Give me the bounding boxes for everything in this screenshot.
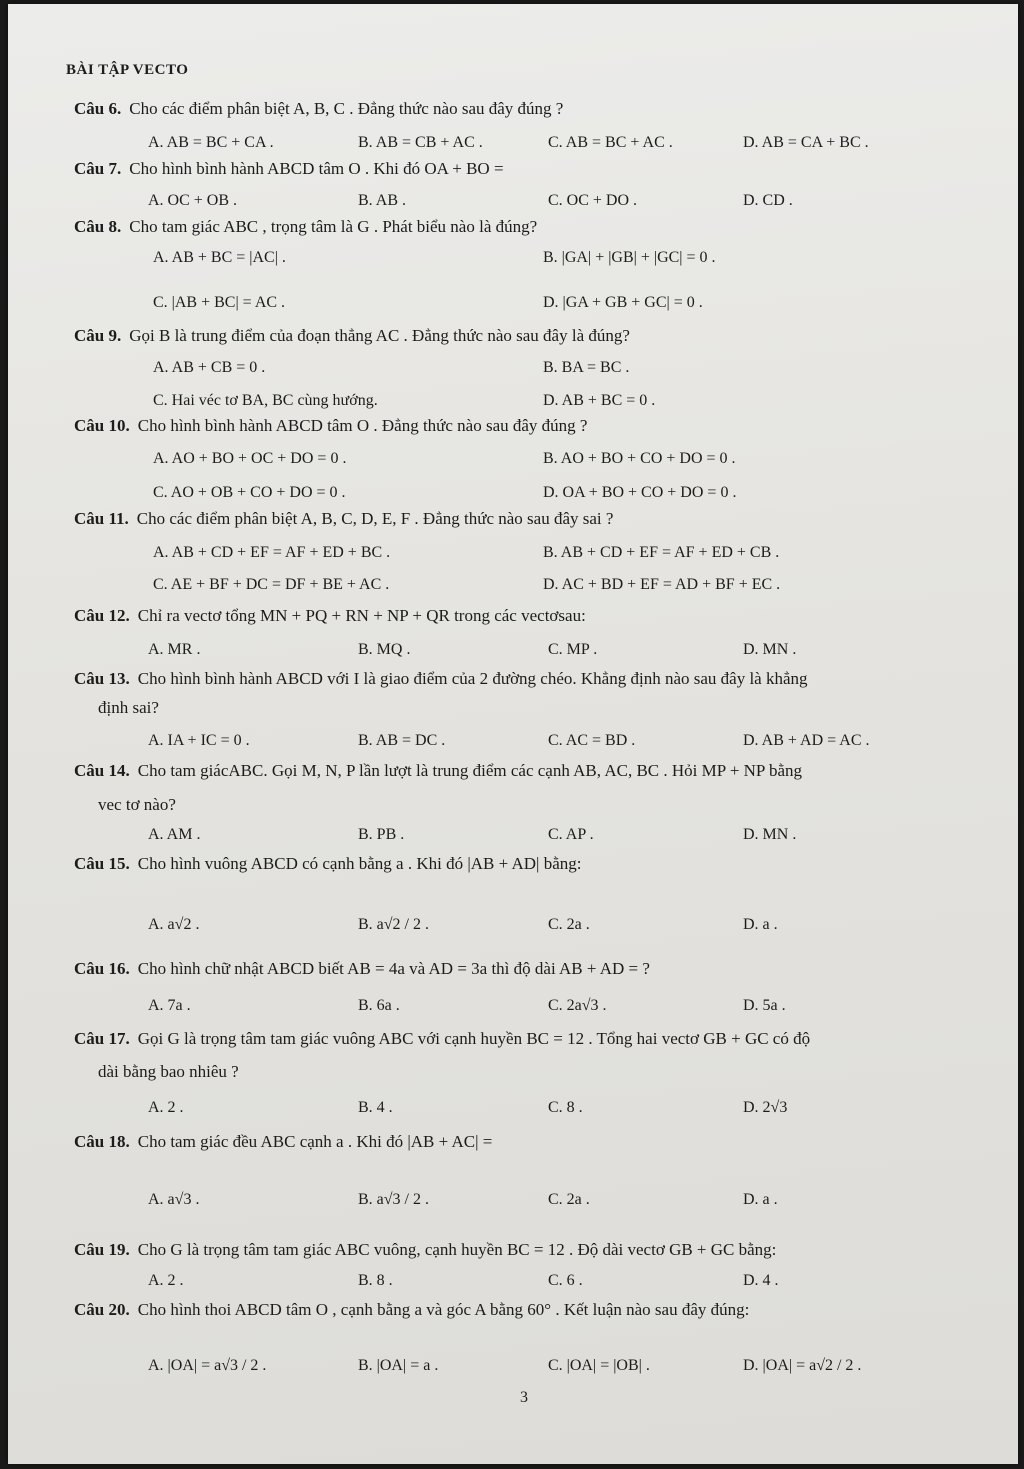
question-number: Câu 10.	[74, 416, 130, 435]
question-number: Câu 18.	[74, 1132, 130, 1151]
question-number: Câu 19.	[74, 1240, 130, 1259]
answer-option: D. AB = CA + BC .	[743, 134, 869, 151]
answer-option: B. |OA| = a .	[358, 1357, 439, 1374]
question-stem	[74, 1132, 492, 1152]
answer-option: A. AB + BC = |AC| .	[153, 249, 286, 266]
answer-option: B. AO + BO + CO + DO = 0 .	[543, 450, 736, 467]
answer-option: D. 5a .	[743, 997, 786, 1014]
answer-option: A. AB + CB = 0 .	[153, 359, 266, 376]
question-text: Cho hình vuông ABCD có cạnh bằng a . Khi đó |AB + AD| bằng:	[137, 854, 582, 873]
question-text: Cho tam giác đều ABC cạnh a . Khi đó |AB + AC| =	[137, 1132, 493, 1151]
answer-option: B. 4 .	[358, 1099, 393, 1116]
question-stem	[74, 854, 581, 874]
answer-option: D. a .	[743, 1191, 778, 1208]
answer-option: C. 6 .	[548, 1272, 583, 1289]
answer-option: C. 2a .	[548, 1191, 590, 1208]
answer-option: C. 8 .	[548, 1099, 583, 1116]
worksheet-heading: BÀI TẬP VECTO	[66, 62, 189, 78]
question-stem	[74, 326, 630, 346]
question-number: Câu 17.	[74, 1029, 130, 1048]
question-number: Câu 11.	[74, 509, 129, 528]
answer-option: A. IA + IC = 0 .	[148, 732, 250, 749]
question-text: Cho hình bình hành ABCD tâm O . Đẳng thức nào sau đây đúng ?	[137, 416, 588, 435]
answer-option: A. MR .	[148, 641, 201, 658]
question-stem	[74, 416, 587, 436]
answer-option: C. 2a .	[548, 916, 590, 933]
answer-option: D. OA + BO + CO + DO = 0 .	[543, 484, 737, 501]
question-stem	[74, 959, 650, 979]
answer-option: D. CD .	[743, 192, 793, 209]
answer-option: C. |AB + BC| = AC .	[153, 294, 286, 311]
answer-option: C. 2a√3 .	[548, 997, 607, 1014]
question-text: Cho các điểm phân biệt A, B, C, D, E, F . Đẳng thức nào sau đây sai ?	[136, 509, 614, 528]
question-number: Câu 8.	[74, 217, 122, 236]
question-text-continued: dài bằng bao nhiêu ?	[98, 1062, 239, 1081]
answer-option: C. |OA| = |OB| .	[548, 1357, 650, 1374]
answer-option: B. AB = DC .	[358, 732, 446, 749]
question-text-continued: vec tơ nào?	[98, 795, 176, 814]
answer-option: B. AB .	[358, 192, 407, 209]
question-number: Câu 7.	[74, 159, 122, 178]
answer-option: D. AB + AD = AC .	[743, 732, 870, 749]
answer-option: D. 2√3	[743, 1099, 788, 1116]
answer-option: A. OC + OB .	[148, 192, 238, 209]
answer-option: B. AB = CB + AC .	[358, 134, 483, 151]
question-text-continued: định sai?	[98, 698, 159, 717]
worksheet-page	[8, 4, 1018, 1464]
answer-option: C. MP .	[548, 641, 598, 658]
question-stem	[74, 509, 613, 529]
answer-option: A. |OA| = a√3 / 2 .	[148, 1357, 267, 1374]
question-stem	[74, 217, 537, 237]
answer-option: B. a√2 / 2 .	[358, 916, 429, 933]
answer-option: D. MN .	[743, 826, 797, 843]
question-text: Cho hình chữ nhật ABCD biết AB = 4a và AD = 3a thì độ dài AB + AD = ?	[137, 959, 650, 978]
question-number: Câu 12.	[74, 606, 130, 625]
answer-option: C. AO + OB + CO + DO = 0 .	[153, 484, 346, 501]
question-text: Chỉ ra vectơ tổng MN + PQ + RN + NP + QR trong các vectơsau:	[137, 606, 586, 625]
question-text: Gọi G là trọng tâm tam giác vuông ABC với cạnh huyền BC = 12 . Tổng hai vectơ GB + GC có độ	[137, 1029, 811, 1048]
question-text: Cho hình bình hành ABCD tâm O . Khi đó OA + BO =	[129, 159, 504, 178]
answer-option: A. 2 .	[148, 1272, 184, 1289]
question-text: Cho tam giácABC. Gọi M, N, P lần lượt là trung điểm các cạnh AB, AC, BC . Hỏi MP + NP bằng	[137, 761, 803, 780]
answer-option: D. AB + BC = 0 .	[543, 392, 656, 409]
question-number: Câu 9.	[74, 326, 122, 345]
answer-option: C. OC + DO .	[548, 192, 638, 209]
question-number: Câu 16.	[74, 959, 130, 978]
answer-option: B. 8 .	[358, 1272, 393, 1289]
answer-option: D. MN .	[743, 641, 797, 658]
answer-option: A. AB + CD + EF = AF + ED + BC .	[153, 544, 391, 561]
question-stem	[74, 669, 808, 689]
question-stem	[74, 1240, 776, 1260]
question-number: Câu 6.	[74, 99, 122, 118]
page-number: 3	[520, 1389, 528, 1406]
answer-option: C. AP .	[548, 826, 594, 843]
answer-option: B. AB + CD + EF = AF + ED + CB .	[543, 544, 780, 561]
answer-option: B. MQ .	[358, 641, 411, 658]
answer-option: C. AB = BC + AC .	[548, 134, 673, 151]
question-stem	[74, 99, 563, 119]
answer-option: A. AM .	[148, 826, 201, 843]
answer-option: B. PB .	[358, 826, 405, 843]
question-text: Cho G là trọng tâm tam giác ABC vuông, cạnh huyền BC = 12 . Độ dài vectơ GB + GC bằng:	[137, 1240, 777, 1259]
answer-option: B. BA = BC .	[543, 359, 630, 376]
question-text: Cho các điểm phân biệt A, B, C . Đẳng thức nào sau đây đúng ?	[129, 99, 564, 118]
answer-option: A. AB = BC + CA .	[148, 134, 274, 151]
answer-option: D. 4 .	[743, 1272, 779, 1289]
answer-option: D. |OA| = a√2 / 2 .	[743, 1357, 862, 1374]
answer-option: D. a .	[743, 916, 778, 933]
question-number: Câu 20.	[74, 1300, 130, 1319]
question-number: Câu 15.	[74, 854, 130, 873]
question-text: Cho tam giác ABC , trọng tâm là G . Phát biểu nào là đúng?	[129, 217, 538, 236]
answer-option: A. a√3 .	[148, 1191, 200, 1208]
answer-option: D. |GA + GB + GC| = 0 .	[543, 294, 703, 311]
answer-option: C. AE + BF + DC = DF + BE + AC .	[153, 576, 390, 593]
question-number: Câu 14.	[74, 761, 130, 780]
answer-option: A. a√2 .	[148, 916, 200, 933]
answer-option: A. 7a .	[148, 997, 191, 1014]
answer-option: B. |GA| + |GB| + |GC| = 0 .	[543, 249, 716, 266]
answer-option: C. AC = BD .	[548, 732, 636, 749]
answer-option: A. 2 .	[148, 1099, 184, 1116]
question-text: Cho hình thoi ABCD tâm O , cạnh bằng a và góc A bằng 60° . Kết luận nào sau đây đúng:	[137, 1300, 750, 1319]
answer-option: D. AC + BD + EF = AD + BF + EC .	[543, 576, 781, 593]
answer-option: B. 6a .	[358, 997, 400, 1014]
answer-option: C. Hai véc tơ BA, BC cùng hướng.	[153, 392, 378, 409]
answer-option: B. a√3 / 2 .	[358, 1191, 429, 1208]
question-stem	[74, 1029, 810, 1049]
question-stem	[74, 159, 504, 179]
question-text: Gọi B là trung điểm của đoạn thẳng AC . Đẳng thức nào sau đây là đúng?	[129, 326, 630, 345]
answer-option: A. AO + BO + OC + DO = 0 .	[153, 450, 347, 467]
question-number: Câu 13.	[74, 669, 130, 688]
question-text: Cho hình bình hành ABCD với I là giao điểm của 2 đường chéo. Khẳng định nào sau đây là khẳng	[137, 669, 808, 688]
question-stem	[74, 761, 802, 781]
question-stem	[74, 1300, 749, 1320]
question-stem	[74, 606, 586, 626]
